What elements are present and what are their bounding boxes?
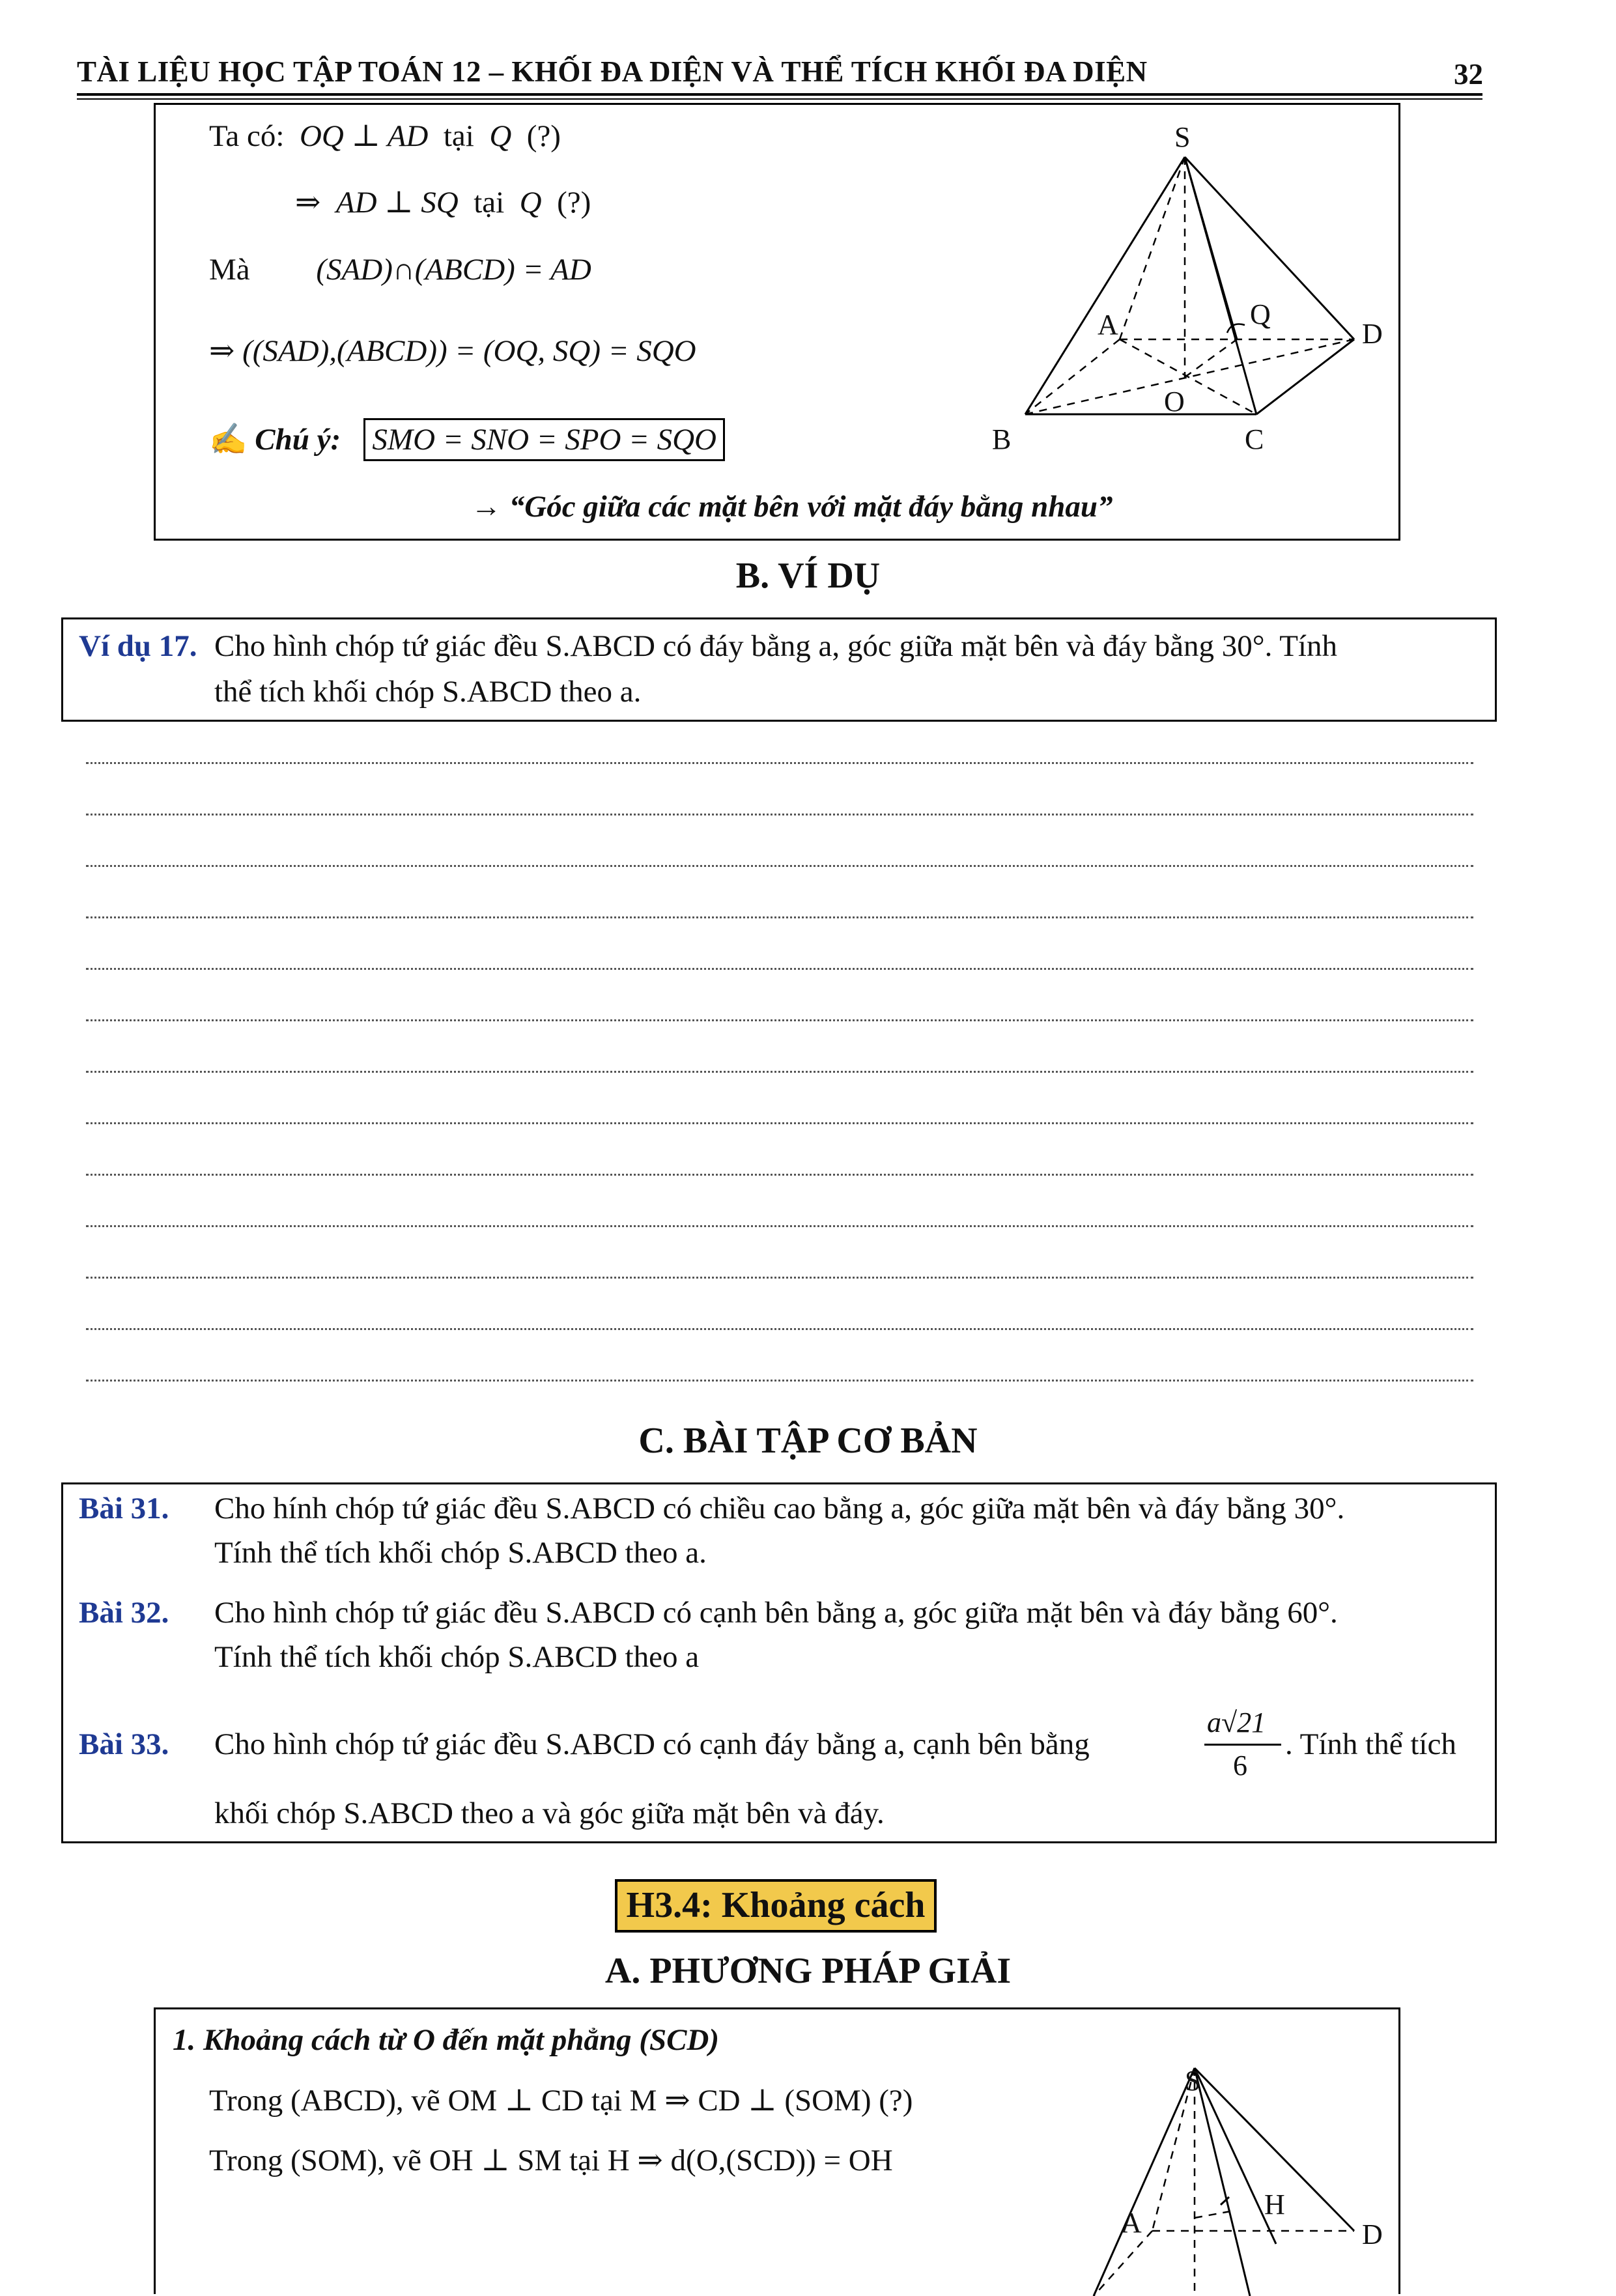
section-a-title: A. PHƯƠNG PHÁP GIẢI — [604, 1951, 1012, 1991]
figure2-label-s: S — [1185, 2065, 1201, 2097]
point-q: Q — [489, 119, 512, 153]
figure-label-s: S — [1174, 121, 1191, 153]
method-subtitle: 1. Khoảng cách từ O đến mặt phẳng (SCD) — [173, 2023, 720, 2057]
page-number: 32 — [1454, 58, 1483, 91]
conclusion-line: → “Góc giữa các mặt bên với mặt đáy bằng nhau” — [471, 490, 1113, 524]
figure2-label-d: D — [1362, 2218, 1383, 2250]
problem-32-line-1: Cho hình chóp tứ giác đều S.ABCD có cạnh bên bằng a, góc giữa mặt bên và đáy bằng 60°. — [214, 1596, 1338, 1630]
problem-31-line-1: Cho hính chóp tứ giác đều S.ABCD có chiều cao bằng a, góc giữa mặt bên và đáy bằng 30°. — [214, 1492, 1345, 1525]
answer-line[interactable] — [86, 762, 1473, 764]
figure-label-a: A — [1098, 309, 1118, 341]
answer-line[interactable] — [86, 1019, 1473, 1021]
method-line-1: Trong (ABCD), vẽ OM ⊥ CD tại M ⇒ CD ⊥ (SOM) (?) — [209, 2084, 913, 2118]
problem-32-label: Bài 32. — [79, 1596, 169, 1630]
answer-line[interactable] — [86, 1380, 1473, 1382]
example-17-label: Ví dụ 17. — [79, 629, 197, 663]
answer-line[interactable] — [86, 1122, 1473, 1124]
pyramid-figure-1 — [989, 118, 1380, 457]
figure-label-d: D — [1362, 318, 1383, 350]
header-rule-thin — [77, 98, 1482, 100]
section-h34-banner: H3.4: Khoảng cách — [615, 1879, 937, 1933]
theory-box — [154, 103, 1400, 541]
document-header-title: TÀI LIỆU HỌC TẬP TOÁN 12 – KHỐI ĐA DIỆN VÀ THỂ TÍCH KHỐI ĐA DIỆN — [77, 55, 1148, 88]
problem-33-line-1b: . Tính thể tích — [1285, 1727, 1456, 1761]
example-17-box — [61, 617, 1497, 722]
pyramid-figure-2 — [1055, 2048, 1393, 2296]
answer-line[interactable] — [86, 1277, 1473, 1279]
figure-label-o: O — [1164, 386, 1185, 418]
problem-33-line-2: khối chóp S.ABCD theo a và góc giữa mặt bên và đáy. — [214, 1796, 885, 1830]
boxed-angle-equality: SMO = SNO = SPO = SQO — [363, 418, 725, 461]
figure-label-b: B — [992, 423, 1012, 455]
pencil-icon: ✍ — [209, 423, 248, 457]
implies-arrow: ⇒ — [295, 186, 321, 220]
answer-line[interactable] — [86, 1071, 1473, 1073]
problem-33-label: Bài 33. — [79, 1727, 169, 1761]
problem-33-line-1a: Cho hình chóp tứ giác đều S.ABCD có cạnh đáy bằng a, cạnh bên bằng — [214, 1727, 1090, 1761]
answer-line[interactable] — [86, 814, 1473, 815]
example-17-line-2: thể tích khối chóp S.ABCD theo a. — [214, 675, 642, 709]
math-intersection: (SAD)∩(ABCD) = AD — [316, 253, 591, 287]
note-label: Chú ý: — [255, 423, 341, 457]
problem-31-line-2: Tính thể tích khối chóp S.ABCD theo a. — [214, 1536, 707, 1570]
fraction-denominator: 6 — [1233, 1750, 1247, 1781]
section-b-title: B. VÍ DỤ — [735, 556, 881, 596]
point-q: Q — [519, 186, 542, 220]
figure-label-c: C — [1245, 423, 1264, 455]
answer-line[interactable] — [86, 968, 1473, 970]
label-ma: Mà — [209, 253, 250, 287]
answer-line[interactable] — [86, 1328, 1473, 1330]
answer-line[interactable] — [86, 1174, 1473, 1176]
figure2-label-a: A — [1121, 2207, 1142, 2239]
note-line — [209, 421, 725, 457]
word-tai: tại — [474, 186, 505, 220]
answer-line[interactable] — [86, 865, 1473, 867]
fraction-numerator: a√21 — [1207, 1707, 1266, 1738]
statement-line-2 — [295, 184, 591, 220]
section-c-title: C. BÀI TẬP CƠ BẢN — [638, 1421, 978, 1461]
math-oq-perp-ad: OQ ⊥ AD — [299, 119, 429, 153]
problem-32-line-2: Tính thể tích khối chóp S.ABCD theo a — [214, 1640, 700, 1674]
example-17-line-1: Cho hình chóp tứ giác đều S.ABCD có đáy bằng a, góc giữa mặt bên và đáy bằng 30°. Tính — [214, 629, 1337, 663]
method-box — [154, 2007, 1400, 2294]
statement-line-4: ⇒ ((SAD),(ABCD)) = (OQ, SQ) = SQO — [209, 334, 696, 368]
question-mark: (?) — [557, 186, 591, 220]
method-line-2: Trong (SOM), vẽ OH ⊥ SM tại H ⇒ d(O,(SCD)) = OH — [209, 2144, 893, 2177]
exercises-box — [61, 1482, 1497, 1843]
header-rule — [77, 93, 1482, 96]
question-mark: (?) — [526, 119, 561, 153]
figure2-label-h: H — [1264, 2189, 1285, 2220]
statement-line-3 — [209, 252, 591, 287]
label-ta-co: Ta có: — [209, 119, 285, 153]
fraction-bar — [1204, 1744, 1281, 1746]
figure-label-q: Q — [1250, 298, 1271, 330]
problem-31-label: Bài 31. — [79, 1492, 169, 1525]
statement-line-1 — [209, 118, 561, 154]
answer-line[interactable] — [86, 1225, 1473, 1227]
math-ad-perp-sq: AD ⊥ SQ — [335, 186, 459, 220]
answer-line[interactable] — [86, 916, 1473, 918]
word-tai: tại — [443, 119, 474, 153]
